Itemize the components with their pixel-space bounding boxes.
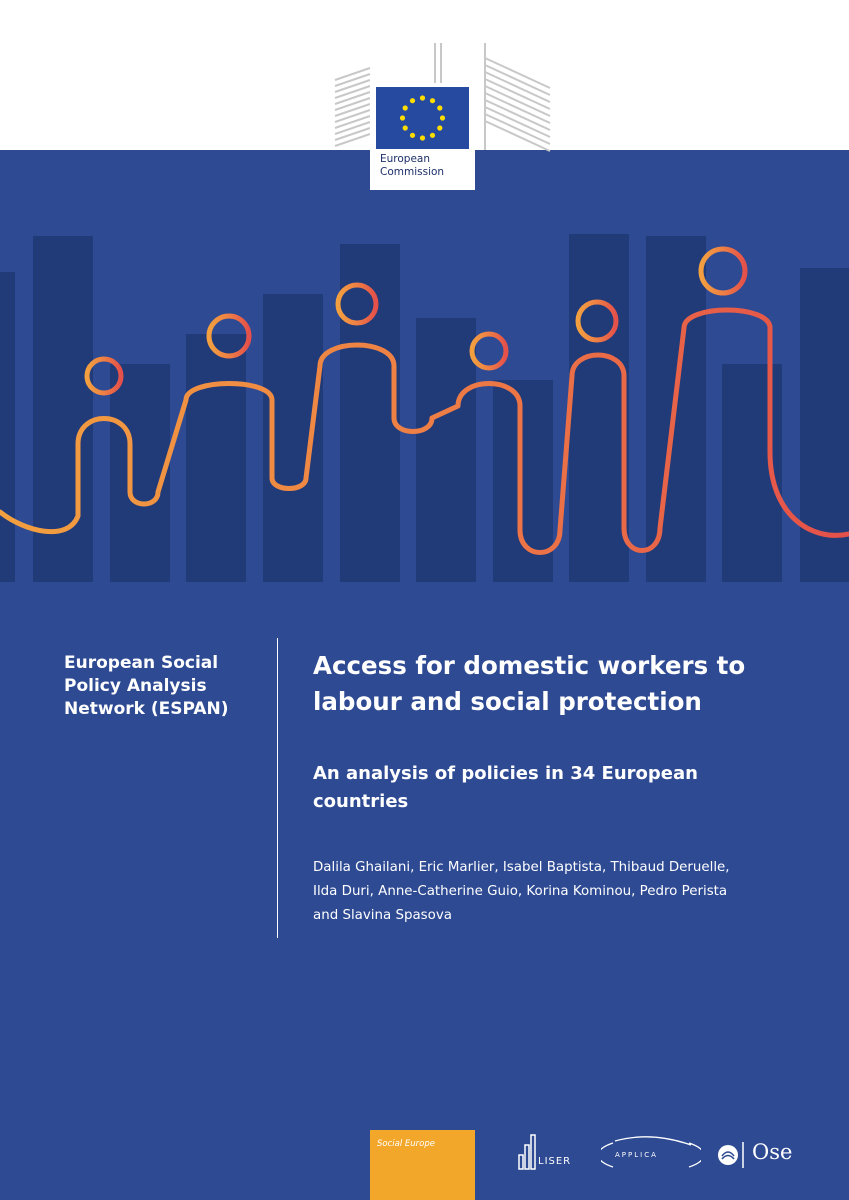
european-commission-logo bbox=[370, 83, 475, 190]
ose-logo bbox=[717, 1140, 793, 1174]
series-badge bbox=[370, 1130, 475, 1200]
background-bars bbox=[0, 234, 849, 582]
applica-logo bbox=[601, 1135, 701, 1179]
report-subtitle: An analysis of policies in 34 European countries bbox=[313, 763, 698, 812]
applica-name: APPLICA bbox=[615, 1151, 658, 1159]
liser-name: LISER bbox=[538, 1156, 572, 1167]
vertical-divider bbox=[277, 638, 278, 938]
publisher-name: European Commission bbox=[380, 153, 445, 178]
network-name: European Social Policy Analysis Network (ESPAN) bbox=[64, 653, 229, 719]
liser-bars-icon bbox=[518, 1133, 538, 1171]
liser-logo bbox=[518, 1133, 572, 1175]
eu-stars bbox=[400, 95, 445, 140]
eu-flag-icon bbox=[376, 87, 469, 149]
report-title: Access for domestic workers to labour and social protection bbox=[313, 651, 746, 716]
series-label: Social Europe bbox=[377, 1139, 435, 1149]
report-authors: Dalila Ghailani, Eric Marlier, Isabel Baptista, Thibaud Deruelle, Ilda Duri, Anne-Catherine Guio, Korina Kominou, Pedro Perista and Slavina Spasova bbox=[313, 860, 730, 923]
people-bars-illustration bbox=[0, 230, 849, 582]
ose-name: Ose bbox=[752, 1140, 793, 1164]
ose-circle-icon bbox=[717, 1140, 749, 1170]
